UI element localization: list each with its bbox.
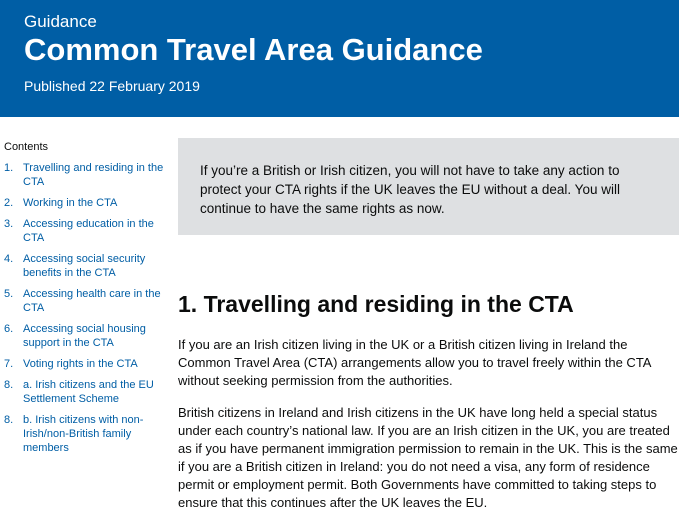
- section-paragraph: British citizens in Ireland and Irish citizens in the UK have long held a special status under each country’s national law. If you are an Irish citizen in the UK, you are treated as if you have permanent immigration permission to remain in the UK. This is the same if you are a British citizen in Ireland: you do not need a visa, any form of residence permit or employment permit. Both Governments have committed to taking steps to ensure that this continues after the UK leaves the EU.: [178, 405, 678, 510]
- no-deal-callout: If you’re a British or Irish citizen, you will not have to take any action to protect your CTA rights if the UK leaves the EU without a deal. You will continue to have the same rights as now.: [178, 138, 679, 235]
- contents-link-working[interactable]: 2. Working in the CTA: [4, 197, 118, 209]
- contents-heading: Contents: [4, 141, 49, 153]
- contents-link-family-members[interactable]: 8. b. Irish citizens with non-Irish/non-British family members: [4, 414, 144, 454]
- contents-link-health-care[interactable]: 5. Accessing health care in the CTA: [4, 288, 161, 314]
- contents-link-eu-settlement[interactable]: 8. a. Irish citizens and the EU Settlement Scheme: [4, 379, 154, 405]
- contents-link-social-security[interactable]: 4. Accessing social security benefits in the CTA: [4, 253, 146, 279]
- section-heading: 1. Travelling and residing in the CTA: [178, 291, 574, 317]
- page-title: Common Travel Area Guidance: [24, 32, 483, 67]
- document-type-label: Guidance: [24, 12, 97, 31]
- contents-link-voting-rights[interactable]: 7. Voting rights in the CTA: [4, 358, 138, 370]
- contents-link-education[interactable]: 3. Accessing education in the CTA: [4, 218, 154, 244]
- contents-nav: [4, 141, 164, 462]
- published-date: Published 22 February 2019: [24, 78, 200, 94]
- contents-link-social-housing[interactable]: 6. Accessing social housing support in the CTA: [4, 323, 146, 349]
- contents-link-travelling[interactable]: 1. Travelling and residing in the CTA: [4, 162, 164, 188]
- section-paragraph: If you are an Irish citizen living in the UK or a British citizen living in Ireland the Common Travel Area (CTA) arrangements allow you to travel freely within the CTA without seeking permission from the authorities.: [178, 337, 651, 388]
- page-header: [0, 0, 679, 117]
- contents-list: [4, 161, 164, 455]
